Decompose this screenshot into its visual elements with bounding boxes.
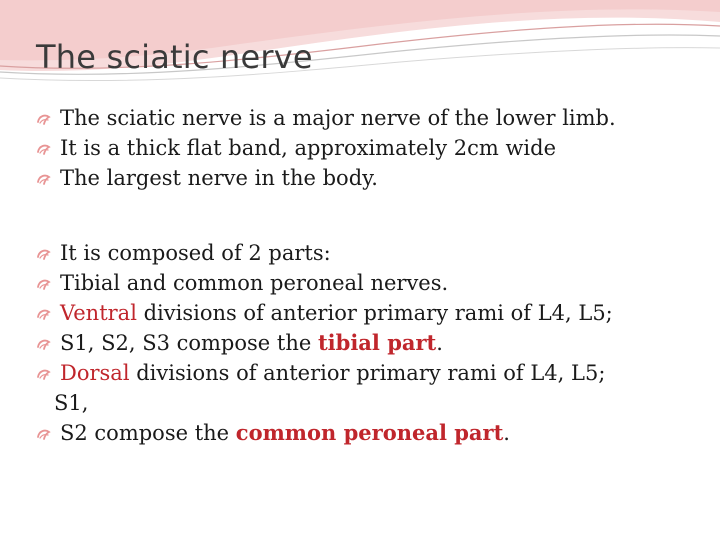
line-text: S1, bbox=[54, 391, 89, 415]
bullet-line bbox=[30, 298, 710, 328]
curl-bullet-icon bbox=[36, 141, 52, 157]
bullet-line bbox=[30, 418, 710, 448]
bullet-line bbox=[30, 133, 710, 163]
line-text: The sciatic nerve is a major nerve of the lower limb. bbox=[60, 106, 616, 130]
line-text: . bbox=[503, 421, 510, 445]
curl-bullet-icon bbox=[36, 111, 52, 127]
line-text: divisions of anterior primary rami of L4, L5; bbox=[136, 301, 613, 325]
slide-body bbox=[30, 103, 710, 448]
line-text: It is a thick flat band, approximately 2cm wide bbox=[60, 136, 557, 160]
curl-bullet-icon bbox=[36, 306, 52, 322]
spacer bbox=[30, 193, 710, 238]
bullet-line bbox=[30, 238, 710, 268]
curl-bullet-icon bbox=[36, 171, 52, 187]
line-text: S2 compose the bbox=[60, 421, 236, 445]
bullet-line bbox=[30, 268, 710, 298]
bullet-line bbox=[30, 163, 710, 193]
bullet-line bbox=[30, 103, 710, 133]
curl-bullet-icon bbox=[36, 336, 52, 352]
highlight-ventral: Ventral bbox=[60, 301, 137, 325]
highlight-dorsal: Dorsal bbox=[60, 361, 130, 385]
line-text: The largest nerve in the body. bbox=[60, 166, 378, 190]
line-text: S1, S2, S3 compose the bbox=[60, 331, 318, 355]
curl-bullet-icon bbox=[36, 366, 52, 382]
line-text: Tibial and common peroneal nerves. bbox=[60, 271, 449, 295]
line-text: . bbox=[436, 331, 443, 355]
line-text: divisions of anterior primary rami of L4, L5; bbox=[129, 361, 606, 385]
continuation-line bbox=[30, 388, 710, 418]
line-text: It is composed of 2 parts: bbox=[60, 241, 331, 265]
highlight-common-peroneal-part: common peroneal part bbox=[235, 420, 504, 445]
slide-title: The sciatic nerve bbox=[36, 38, 313, 76]
curl-bullet-icon bbox=[36, 246, 52, 262]
bullet-line bbox=[30, 328, 710, 358]
curl-bullet-icon bbox=[36, 276, 52, 292]
curl-bullet-icon bbox=[36, 426, 52, 442]
bullet-line bbox=[30, 358, 710, 388]
highlight-tibial-part: tibial part bbox=[317, 330, 437, 355]
